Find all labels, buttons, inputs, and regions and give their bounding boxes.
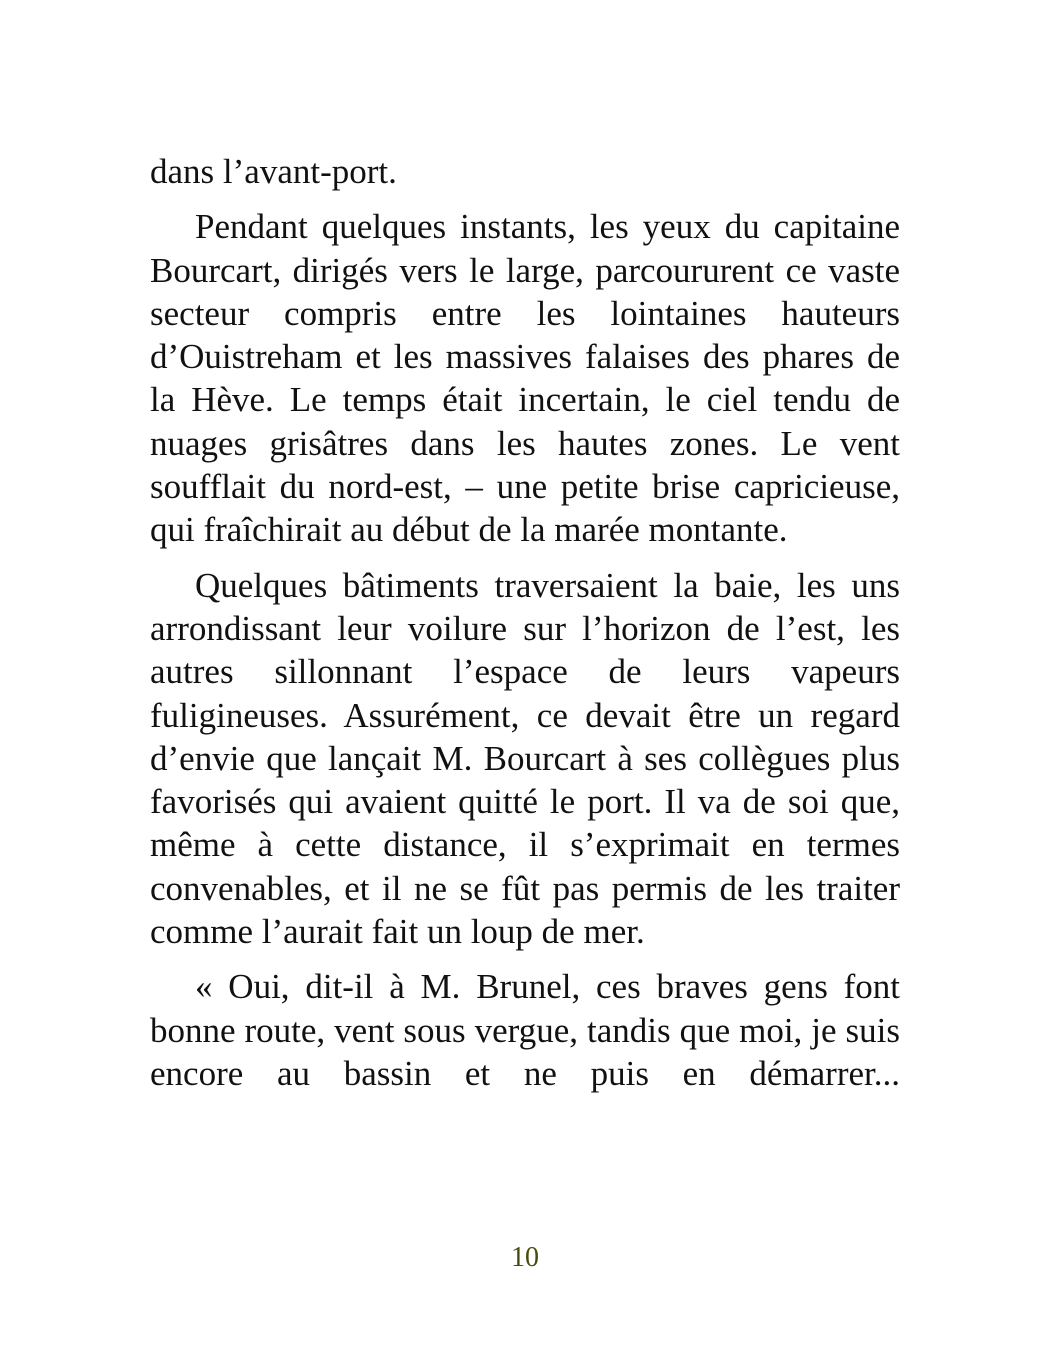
paragraph-bourcart-gaze: Pendant quelques instants, les yeux du capitaine Bourcart, dirigés vers le large, parcoururent ce vaste secteur compris entre les lointaines hauteurs d’Ouistreham et les massives falaises des phares de la Hève. Le temps était incertain, le ciel tendu de nuages grisâtres dans les hautes zones. Le vent soufflait du nord-est, – une petite brise capricieuse, qui fraîchirait au début de la marée montante. bbox=[150, 207, 900, 550]
paragraph-ships-bay: Quelques bâtiments traversaient la baie, les uns arrondissant leur voilure sur l’horizon de l’est, les autres sillonnant l’espace de leurs vapeurs fuligineuses. Assurément, ce devait être un regard d’envie que lançait M. Bourcart à ses collègues plus favorisés qui avaient quitté le port. Il va de soi que, même à cette distance, il s’exprimait en termes convenables, et il ne se fût pas permis de les traiter comme l’aurait fait un loup de mer. bbox=[150, 565, 900, 952]
paragraph-dialogue-brunel: « Oui, dit-il à M. Brunel, ces braves gens font bonne route, vent sous vergue, tandis que moi, je suis encore au bassin et ne puis en démarrer... bbox=[150, 967, 900, 1093]
paragraph-continuation: dans l’avant-port. bbox=[150, 152, 397, 191]
page-body-text bbox=[150, 150, 900, 1107]
page-number: 10 bbox=[511, 1242, 539, 1273]
